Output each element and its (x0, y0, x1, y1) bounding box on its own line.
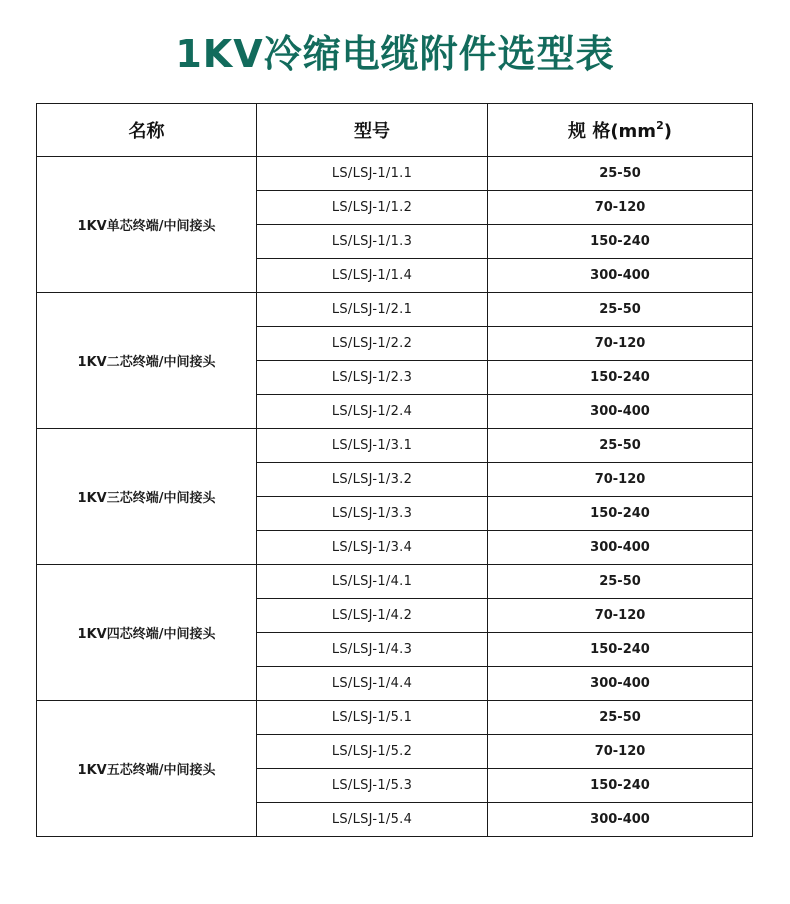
spec-cell: 150-240 (488, 225, 753, 259)
spec-cell: 150-240 (488, 361, 753, 395)
product-name-cell: 1KV四芯终端/中间接头 (37, 565, 257, 701)
table-row (37, 429, 753, 463)
spec-cell: 25-50 (488, 701, 753, 735)
model-cell: LS/LSJ-1/5.3 (257, 769, 488, 803)
model-cell: LS/LSJ-1/4.4 (257, 667, 488, 701)
spec-cell: 300-400 (488, 395, 753, 429)
spec-cell: 70-120 (488, 599, 753, 633)
model-cell: LS/LSJ-1/4.2 (257, 599, 488, 633)
spec-cell: 150-240 (488, 497, 753, 531)
table-row (37, 293, 753, 327)
model-cell: LS/LSJ-1/2.1 (257, 293, 488, 327)
model-cell: LS/LSJ-1/5.2 (257, 735, 488, 769)
table-row (37, 701, 753, 735)
spec-cell: 300-400 (488, 667, 753, 701)
model-cell: LS/LSJ-1/3.2 (257, 463, 488, 497)
spec-cell: 70-120 (488, 735, 753, 769)
spec-cell: 300-400 (488, 531, 753, 565)
model-cell: LS/LSJ-1/2.4 (257, 395, 488, 429)
spec-cell: 300-400 (488, 803, 753, 837)
spec-cell: 150-240 (488, 769, 753, 803)
table-row (37, 565, 753, 599)
product-name-cell: 1KV单芯终端/中间接头 (37, 157, 257, 293)
page-title: 1KV冷缩电缆附件选型表 (175, 32, 615, 76)
model-cell: LS/LSJ-1/4.1 (257, 565, 488, 599)
spec-cell: 70-120 (488, 463, 753, 497)
model-cell: LS/LSJ-1/2.2 (257, 327, 488, 361)
table-body (37, 157, 753, 837)
header-spec-superscript: 2 (656, 119, 664, 132)
product-name-cell: 1KV三芯终端/中间接头 (37, 429, 257, 565)
product-name-cell: 1KV二芯终端/中间接头 (37, 293, 257, 429)
spec-cell: 150-240 (488, 633, 753, 667)
model-cell: LS/LSJ-1/1.2 (257, 191, 488, 225)
model-cell: LS/LSJ-1/3.1 (257, 429, 488, 463)
selection-table (36, 103, 753, 837)
model-cell: LS/LSJ-1/1.1 (257, 157, 488, 191)
spec-cell: 70-120 (488, 191, 753, 225)
product-name-cell: 1KV五芯终端/中间接头 (37, 701, 257, 837)
spec-cell: 25-50 (488, 293, 753, 327)
header-name: 名称 (37, 104, 257, 157)
model-cell: LS/LSJ-1/5.1 (257, 701, 488, 735)
spec-cell: 300-400 (488, 259, 753, 293)
header-spec-label: 规 格(mm (568, 121, 657, 142)
header-spec-close: ) (663, 121, 672, 142)
model-cell: LS/LSJ-1/4.3 (257, 633, 488, 667)
model-cell: LS/LSJ-1/1.4 (257, 259, 488, 293)
spec-cell: 25-50 (488, 429, 753, 463)
table-row (37, 157, 753, 191)
spec-cell: 25-50 (488, 157, 753, 191)
spec-cell: 70-120 (488, 327, 753, 361)
model-cell: LS/LSJ-1/5.4 (257, 803, 488, 837)
model-cell: LS/LSJ-1/1.3 (257, 225, 488, 259)
header-spec (488, 104, 753, 157)
spec-cell: 25-50 (488, 565, 753, 599)
model-cell: LS/LSJ-1/2.3 (257, 361, 488, 395)
table-header-row (37, 104, 753, 157)
model-cell: LS/LSJ-1/3.4 (257, 531, 488, 565)
header-model: 型号 (257, 104, 488, 157)
model-cell: LS/LSJ-1/3.3 (257, 497, 488, 531)
